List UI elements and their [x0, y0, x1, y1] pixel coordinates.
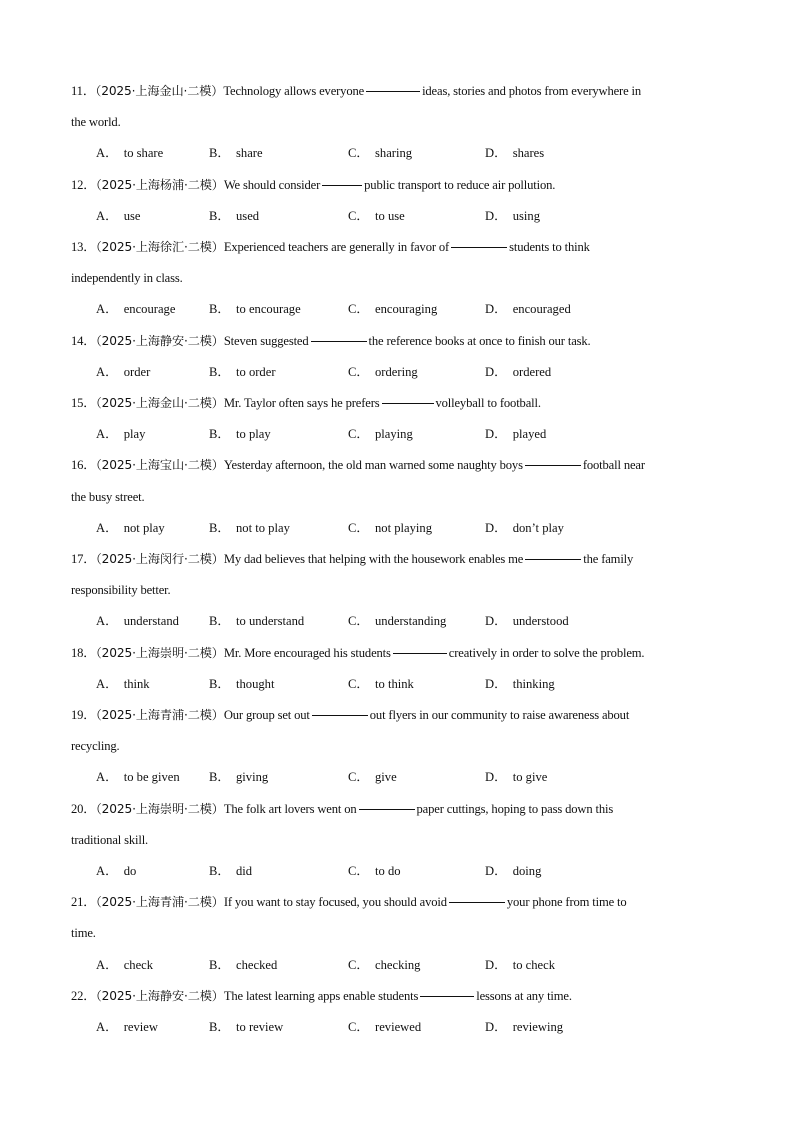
- option-text: do: [123, 863, 137, 878]
- question-item: [71, 794, 731, 888]
- question-number: 19．: [71, 707, 96, 722]
- answer-option: [209, 606, 304, 637]
- option-letter: A．: [96, 770, 118, 785]
- option-text: doing: [512, 863, 542, 878]
- option-text: using: [512, 208, 540, 223]
- question-number: 15．: [71, 395, 96, 410]
- option-text: encouraging: [375, 302, 438, 317]
- question-stem: [71, 794, 731, 825]
- answer-option: [96, 419, 145, 450]
- option-letter: B．: [209, 364, 230, 379]
- question-text-before: Technology allows everyone: [223, 84, 365, 98]
- option-text: to think: [375, 676, 414, 691]
- option-text: shares: [512, 146, 545, 161]
- question-source: （2025·上海崇明·二模）: [95, 645, 224, 660]
- option-text: to use: [375, 208, 405, 223]
- question-source: （2025·上海杨浦·二模）: [95, 177, 224, 192]
- option-letter: D．: [485, 302, 507, 317]
- option-letter: C．: [348, 614, 369, 629]
- question-text-after: out flyers in our community to raise awareness about: [369, 707, 630, 722]
- option-text: to check: [512, 957, 556, 972]
- question-source: （2025·上海闵行·二模）: [95, 551, 224, 566]
- answer-blank: [449, 901, 505, 903]
- option-letter: D．: [485, 957, 507, 972]
- option-letter: C．: [348, 364, 369, 379]
- answer-option: [485, 294, 571, 325]
- option-text: give: [375, 770, 397, 785]
- question-source: （2025·上海金山·二模）: [95, 395, 224, 410]
- option-letter: B．: [209, 146, 230, 161]
- answer-option: [485, 950, 555, 981]
- answer-blank: [322, 184, 362, 186]
- question-stem: [71, 638, 731, 669]
- option-text: reviewed: [375, 1019, 422, 1034]
- question-text-continued: the world.: [71, 115, 121, 130]
- question-item: [71, 638, 731, 700]
- option-letter: C．: [348, 957, 369, 972]
- option-text: sharing: [375, 146, 413, 161]
- question-text-after: the family: [583, 551, 634, 566]
- option-text: used: [236, 208, 260, 223]
- option-letter: A．: [96, 364, 118, 379]
- question-text-after: creatively in order to solve the problem.: [448, 645, 645, 660]
- answer-option: [348, 138, 412, 169]
- option-letter: D．: [485, 208, 507, 223]
- question-number: 18．: [71, 645, 96, 660]
- option-text: ordered: [512, 364, 552, 379]
- question-item: [71, 700, 731, 794]
- option-letter: C．: [348, 770, 369, 785]
- option-text: ordering: [375, 364, 418, 379]
- answer-options: [71, 856, 731, 887]
- option-text: understand: [123, 614, 179, 629]
- option-letter: B．: [209, 676, 230, 691]
- option-letter: C．: [348, 146, 369, 161]
- question-text-before: Yesterday afternoon, the old man warned some naughty boys: [223, 458, 523, 473]
- question-text-after: ideas, stories and photos from everywhere in: [422, 84, 642, 98]
- question-stem: [71, 388, 731, 419]
- option-text: share: [236, 146, 263, 161]
- option-text: reviewing: [512, 1019, 564, 1034]
- answer-option: [209, 762, 268, 793]
- option-letter: C．: [348, 1019, 369, 1034]
- option-letter: D．: [485, 520, 507, 535]
- option-text: to encourage: [236, 302, 301, 317]
- answer-option: [485, 513, 564, 544]
- option-text: don’t play: [512, 520, 564, 535]
- answer-option: [96, 669, 150, 700]
- question-item: [71, 326, 731, 388]
- answer-option: [96, 201, 141, 232]
- answer-option: [209, 138, 263, 169]
- option-text: to give: [512, 770, 548, 785]
- answer-option: [485, 419, 546, 450]
- answer-blank: [525, 558, 581, 560]
- option-text: not to play: [236, 520, 290, 535]
- question-item: [71, 887, 731, 981]
- option-letter: C．: [348, 427, 369, 442]
- answer-option: [96, 606, 179, 637]
- answer-option: [209, 669, 274, 700]
- option-text: played: [512, 427, 547, 442]
- option-letter: A．: [96, 146, 118, 161]
- option-text: encourage: [123, 302, 176, 317]
- question-text-continued: traditional skill.: [71, 832, 149, 847]
- option-text: check: [123, 957, 154, 972]
- option-letter: C．: [348, 208, 369, 223]
- option-text: review: [123, 1019, 158, 1034]
- answer-options: [71, 419, 731, 450]
- option-letter: D．: [485, 427, 507, 442]
- option-letter: A．: [96, 302, 118, 317]
- option-letter: B．: [209, 1019, 230, 1034]
- answer-option: [485, 669, 555, 700]
- answer-options: [71, 762, 731, 793]
- question-text-before: Steven suggested: [223, 333, 309, 348]
- question-text-after: lessons at any time.: [476, 988, 572, 1003]
- answer-blank: [382, 402, 434, 404]
- answer-blank: [525, 464, 581, 466]
- question-text-after: the reference books at once to finish our task.: [368, 333, 591, 348]
- option-letter: B．: [209, 520, 230, 535]
- answer-options: [71, 950, 731, 981]
- question-text-after: students to think: [509, 239, 590, 254]
- answer-options: [71, 357, 731, 388]
- question-text-after: paper cuttings, hoping to pass down this: [416, 801, 614, 816]
- question-text-before: The folk art lovers went on: [223, 801, 357, 816]
- answer-option: [348, 201, 405, 232]
- answer-options: [71, 1012, 731, 1043]
- answer-options: [71, 294, 731, 325]
- answer-option: [485, 201, 540, 232]
- question-number: 14．: [71, 333, 96, 348]
- answer-option: [96, 294, 175, 325]
- question-source: （2025·上海静安·二模）: [95, 333, 224, 348]
- answer-option: [485, 856, 541, 887]
- answer-option: [348, 669, 414, 700]
- option-letter: C．: [348, 863, 369, 878]
- question-source: （2025·上海金山·二模）: [95, 84, 224, 98]
- option-letter: B．: [209, 614, 230, 629]
- answer-option: [485, 138, 544, 169]
- answer-blank: [451, 246, 507, 248]
- question-number: 17．: [71, 551, 96, 566]
- question-text-before: Experienced teachers are generally in favor of: [223, 239, 450, 254]
- question-item: [71, 76, 731, 170]
- question-item: [71, 232, 731, 326]
- option-letter: A．: [96, 208, 118, 223]
- answer-options: [71, 201, 731, 232]
- option-letter: A．: [96, 614, 118, 629]
- answer-option: [485, 1012, 563, 1043]
- question-number: 21．: [71, 895, 96, 910]
- option-letter: C．: [348, 302, 369, 317]
- answer-option: [96, 357, 150, 388]
- question-text-before: If you want to stay focused, you should avoid: [223, 895, 447, 910]
- question-text-before: Mr. Taylor often says he prefers: [223, 395, 380, 410]
- answer-option: [348, 606, 446, 637]
- option-text: use: [123, 208, 141, 223]
- question-number: 11．: [71, 84, 96, 98]
- answer-option: [485, 606, 569, 637]
- question-item: [71, 450, 731, 544]
- question-number: 22．: [71, 988, 96, 1003]
- answer-option: [348, 513, 432, 544]
- option-text: checking: [375, 957, 421, 972]
- question-stem: [71, 887, 731, 918]
- option-letter: A．: [96, 676, 118, 691]
- answer-blank: [311, 340, 367, 342]
- question-source: （2025·上海崇明·二模）: [95, 801, 224, 816]
- option-letter: D．: [485, 364, 507, 379]
- answer-option: [96, 762, 180, 793]
- question-text-before: We should consider: [223, 177, 321, 192]
- question-text-before: The latest learning apps enable students: [223, 988, 419, 1003]
- option-text: play: [123, 427, 146, 442]
- answer-options: [71, 138, 731, 169]
- answer-options: [71, 669, 731, 700]
- option-letter: C．: [348, 520, 369, 535]
- option-text: giving: [236, 770, 269, 785]
- option-letter: D．: [485, 676, 507, 691]
- answer-option: [96, 950, 153, 981]
- option-text: to share: [123, 146, 164, 161]
- question-stem: [71, 450, 731, 481]
- answer-option: [96, 513, 165, 544]
- option-text: to be given: [123, 770, 180, 785]
- option-letter: B．: [209, 427, 230, 442]
- answer-option: [209, 513, 290, 544]
- answer-option: [209, 294, 301, 325]
- question-stem: [71, 170, 731, 201]
- option-letter: C．: [348, 676, 369, 691]
- option-text: to do: [375, 863, 401, 878]
- option-text: did: [236, 863, 253, 878]
- answer-option: [96, 856, 136, 887]
- question-source: （2025·上海青浦·二模）: [95, 707, 224, 722]
- option-text: to order: [236, 364, 276, 379]
- question-stem: [71, 232, 731, 263]
- answer-option: [96, 138, 163, 169]
- question-text-continued: the busy street.: [71, 489, 145, 504]
- question-number: 12．: [71, 177, 96, 192]
- option-letter: D．: [485, 770, 507, 785]
- question-item: [71, 388, 731, 450]
- question-text-before: Our group set out: [223, 707, 310, 722]
- answer-blank: [393, 652, 447, 654]
- answer-option: [209, 201, 259, 232]
- question-text-continued: time.: [71, 926, 96, 941]
- option-letter: D．: [485, 146, 507, 161]
- option-text: playing: [375, 427, 413, 442]
- question-number: 13．: [71, 239, 96, 254]
- question-text-before: Mr. More encouraged his students: [223, 645, 391, 660]
- answer-option: [209, 950, 277, 981]
- option-text: understood: [512, 614, 569, 629]
- answer-blank: [366, 90, 420, 92]
- question-item: [71, 170, 731, 232]
- question-text-continued: responsibility better.: [71, 583, 171, 598]
- option-letter: A．: [96, 1019, 118, 1034]
- question-number: 20．: [71, 801, 96, 816]
- question-number: 16．: [71, 458, 96, 473]
- question-list: [71, 76, 731, 1043]
- answer-option: [348, 419, 413, 450]
- answer-option: [485, 762, 547, 793]
- option-text: encouraged: [512, 302, 571, 317]
- option-letter: A．: [96, 520, 118, 535]
- answer-option: [348, 762, 397, 793]
- answer-option: [96, 1012, 158, 1043]
- option-letter: D．: [485, 614, 507, 629]
- option-text: thought: [236, 676, 275, 691]
- option-letter: D．: [485, 863, 507, 878]
- question-stem: [71, 544, 731, 575]
- answer-options: [71, 606, 731, 637]
- option-text: understanding: [375, 614, 447, 629]
- option-letter: B．: [209, 770, 230, 785]
- option-text: not playing: [375, 520, 433, 535]
- answer-option: [209, 419, 271, 450]
- option-letter: A．: [96, 863, 118, 878]
- answer-option: [348, 950, 420, 981]
- answer-option: [209, 856, 252, 887]
- option-letter: A．: [96, 957, 118, 972]
- answer-option: [348, 856, 401, 887]
- option-letter: B．: [209, 863, 230, 878]
- option-text: thinking: [512, 676, 555, 691]
- option-text: to play: [236, 427, 271, 442]
- option-letter: D．: [485, 1019, 507, 1034]
- option-text: order: [123, 364, 151, 379]
- option-text: to review: [236, 1019, 284, 1034]
- option-text: to understand: [236, 614, 305, 629]
- question-stem: [71, 700, 731, 731]
- option-text: think: [123, 676, 150, 691]
- answer-blank: [312, 714, 368, 716]
- question-source: （2025·上海徐汇·二模）: [95, 239, 224, 254]
- question-text-after: football near: [582, 458, 645, 473]
- question-source: （2025·上海青浦·二模）: [95, 895, 224, 910]
- question-stem: [71, 326, 731, 357]
- option-letter: B．: [209, 957, 230, 972]
- question-text-continued: independently in class.: [71, 271, 183, 286]
- option-text: not play: [123, 520, 165, 535]
- question-item: [71, 981, 731, 1043]
- option-text: checked: [236, 957, 278, 972]
- answer-option: [209, 1012, 283, 1043]
- answer-option: [348, 357, 418, 388]
- question-text-after: volleyball to football.: [435, 395, 541, 410]
- question-text-after: public transport to reduce air pollution.: [364, 177, 556, 192]
- answer-option: [348, 294, 437, 325]
- option-letter: A．: [96, 427, 118, 442]
- option-letter: B．: [209, 302, 230, 317]
- question-text-before: My dad believes that helping with the housework enables me: [223, 551, 524, 566]
- question-stem: [71, 76, 731, 107]
- question-stem: [71, 981, 731, 1012]
- question-source: （2025·上海静安·二模）: [95, 988, 224, 1003]
- option-letter: B．: [209, 208, 230, 223]
- question-text-after: your phone from time to: [506, 895, 627, 910]
- answer-options: [71, 513, 731, 544]
- answer-blank: [420, 995, 474, 997]
- question-text-continued: recycling.: [71, 739, 120, 754]
- answer-option: [485, 357, 551, 388]
- answer-blank: [359, 808, 415, 810]
- answer-option: [348, 1012, 421, 1043]
- question-source: （2025·上海宝山·二模）: [95, 458, 224, 473]
- answer-option: [209, 357, 276, 388]
- question-item: [71, 544, 731, 638]
